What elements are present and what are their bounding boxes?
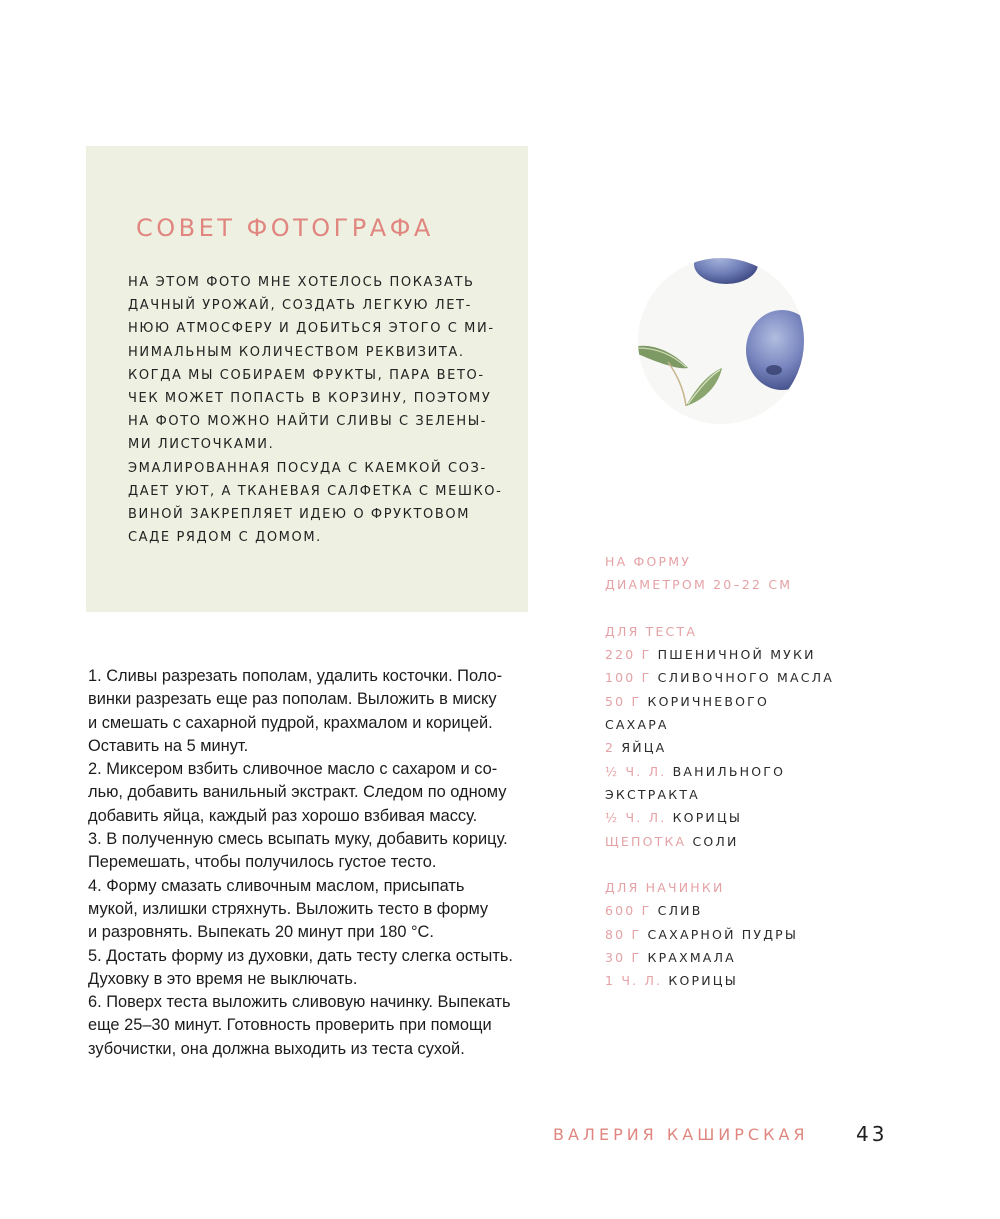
tip-line: НИМАЛЬНЫМ КОЛИЧЕСТВОМ РЕКВИЗИТА.: [128, 344, 465, 360]
ingredient-row: [605, 690, 885, 713]
tip-line: ДАЧНЫЙ УРОЖАЙ, СОЗДАТЬ ЛЕГКУЮ ЛЕТ-: [128, 298, 472, 314]
ingredient-row: [605, 760, 885, 783]
ingredient-qty: 100 Г: [605, 670, 652, 686]
ingredient-qty: ЩЕПОТКА: [605, 833, 687, 849]
ingredient-name: ЯЙЦА: [621, 740, 667, 756]
ingredient-row: [605, 946, 885, 969]
tip-title: СОВЕТ ФОТОГРАФА: [136, 214, 434, 242]
page-number: 43: [856, 1122, 888, 1146]
ingredient-name: КОРИЦЫ: [668, 973, 738, 989]
step-line: 1. Сливы разрезать пополам, удалить косточки. Поло-: [88, 667, 503, 685]
ingredient-qty: 50 Г: [605, 693, 642, 709]
step-line: зубочистки, она должна выходить из теста сухой.: [88, 1039, 465, 1058]
filling-header-line: [605, 876, 885, 899]
ingredient-row: [605, 643, 885, 666]
tip-line: КОГДА МЫ СОБИРАЕМ ФРУКТЫ, ПАРА ВЕТО-: [128, 367, 485, 383]
tip-line: НЮЮ АТМОСФЕРУ И ДОБИТЬСЯ ЭТОГО С МИ-: [128, 321, 495, 337]
dough-header: ДЛЯ ТЕСТА: [605, 623, 698, 639]
step-line: добавить яйца, каждый раз хорошо взбивая массу.: [88, 806, 478, 825]
spacer: [605, 853, 885, 876]
ingredient-name: ЭКСТРАКТА: [605, 786, 700, 802]
tip-line: НА ФОТО МОЖНО НАЙТИ СЛИВЫ С ЗЕЛЕНЫ-: [128, 414, 488, 430]
step-line: 4. Форму смазать сливочным маслом, присыпать: [88, 876, 465, 895]
ingredient-row: [605, 969, 885, 992]
step-line: и разровнять. Выпекать 20 минут при 180 °С.: [88, 923, 434, 942]
ingredient-row: [605, 806, 885, 829]
ingredient-name: СЛИВОЧНОГО МАСЛА: [657, 670, 835, 686]
tip-line: МИ ЛИСТОЧКАМИ.: [128, 437, 275, 453]
ingredient-name: ВАНИЛЬНОГО: [672, 763, 786, 779]
ingredient-name: ПШЕНИЧНОЙ МУКИ: [657, 647, 816, 663]
tip-line: ЭМАЛИРОВАННАЯ ПОСУДА С КАЕМКОЙ СОЗ-: [128, 460, 487, 476]
filling-header: ДЛЯ НАЧИНКИ: [605, 880, 725, 896]
ingredient-qty: ½ Ч. Л.: [605, 810, 667, 826]
step-line: 2. Миксером взбить сливочное масло с сахаром и со-: [88, 760, 498, 779]
ingredient-qty: 1 Ч. Л.: [605, 973, 663, 989]
footer-author: ВАЛЕРИЯ КАШИРСКАЯ: [553, 1125, 809, 1144]
tip-line: САДЕ РЯДОМ С ДОМОМ.: [128, 530, 322, 546]
step-line: еще 25–30 минут. Готовность проверить при помощи: [88, 1016, 492, 1035]
step-line: и смешать с сахарной пудрой, крахмалом и корицей.: [88, 713, 493, 732]
step-line: лью, добавить ванильный экстракт. Следом по одному: [88, 783, 507, 802]
tip-line: ДАЕТ УЮТ, А ТКАНЕВАЯ САЛФЕТКА С МЕШКО-: [128, 483, 503, 499]
step-line: мукой, излишки стряхнуть. Выложить тесто в форму: [88, 899, 489, 918]
ingredient-row: [605, 830, 885, 853]
ingredient-row: [605, 899, 885, 922]
tip-line: ЧЕК МОЖЕТ ПОПАСТЬ В КОРЗИНУ, ПОЭТОМУ: [128, 390, 492, 406]
spacer: [605, 597, 885, 620]
ingredient-qty: 220 Г: [605, 647, 652, 663]
ingredient-row: [605, 666, 885, 689]
ingredient-name: СЛИВ: [657, 903, 703, 919]
ingredient-qty: 30 Г: [605, 950, 642, 966]
step-line: 6. Поверх теста выложить сливовую начинку. Выпекать: [88, 993, 511, 1012]
ingredient-name: САХАРНОЙ ПУДРЫ: [647, 926, 799, 942]
plum-photo-illustration: [638, 258, 804, 424]
ingredient-name: САХАРА: [605, 717, 669, 733]
ingredient-qty: 600 Г: [605, 903, 652, 919]
form-size-text: НА ФОРМУ: [605, 554, 692, 569]
step-line: винки разрезать еще раз пополам. Выложить в миску: [88, 690, 497, 709]
plum-photo: [638, 258, 804, 424]
step-line: Духовку в это время не выключать.: [88, 969, 358, 988]
ingredient-row: [605, 923, 885, 946]
step-line: Оставить на 5 минут.: [88, 736, 249, 755]
step-line: Перемешать, чтобы получилось густое тесто.: [88, 853, 437, 872]
ingredients-list: [605, 550, 885, 993]
step-line: 5. Достать форму из духовки, дать тесту слегка остыть.: [88, 946, 513, 965]
ingredient-qty: ½ Ч. Л.: [605, 763, 667, 779]
ingredient-qty: 2: [605, 740, 616, 756]
ingredient-name: КРАХМАЛА: [647, 950, 736, 966]
ingredient-name: КОРИЦЫ: [672, 810, 743, 826]
tip-line: НА ЭТОМ ФОТО МНЕ ХОТЕЛОСЬ ПОКАЗАТЬ: [128, 275, 475, 290]
ingredient-row: [605, 783, 885, 806]
ingredient-name: КОРИЧНЕВОГО: [647, 693, 770, 709]
ingredient-name: СОЛИ: [692, 833, 739, 849]
ingredient-row: [605, 713, 885, 736]
tip-body: [128, 271, 508, 549]
ingredient-qty: 80 Г: [605, 926, 642, 942]
form-size-line: [605, 573, 885, 596]
step-line: 3. В полученную смесь всыпать муку, добавить корицу.: [88, 830, 508, 849]
form-size-line: [605, 550, 885, 573]
form-size-text: ДИАМЕТРОМ 20–22 СМ: [605, 577, 793, 593]
tip-line: ВИНОЙ ЗАКРЕПЛЯЕТ ИДЕЮ О ФРУКТОВОМ: [128, 506, 471, 522]
ingredient-row: [605, 736, 885, 759]
dough-header-line: [605, 620, 885, 643]
recipe-steps: [88, 665, 538, 1061]
